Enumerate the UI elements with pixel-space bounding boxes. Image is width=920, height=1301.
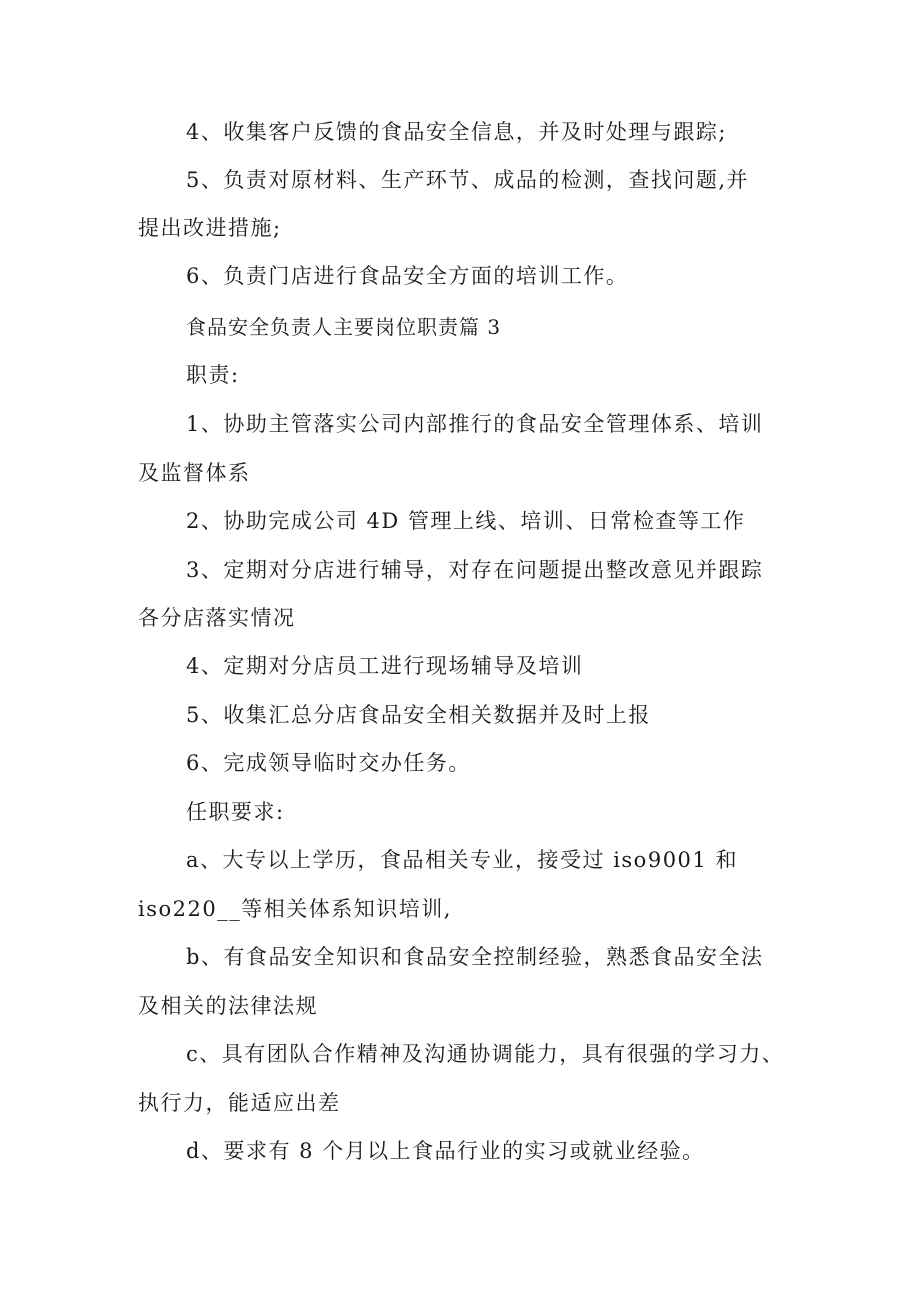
requirement-c: c、具有团队合作精神及沟通协调能力，具有很强的学习力、 [186, 1042, 785, 1066]
duty-item-4: 4、定期对分店员工进行现场辅导及培训 [186, 654, 584, 678]
requirement-b: b、有食品安全知识和食品安全控制经验，熟悉食品安全法 [186, 945, 764, 969]
requirement-a-continuation: iso220__等相关体系知识培训, [138, 897, 452, 921]
duty-item-6-training: 6、负责门店进行食品安全方面的培训工作。 [186, 264, 629, 288]
duty-item-3-continuation: 各分店落实情况 [138, 606, 296, 630]
duty-item-1-continuation: 及监督体系 [138, 461, 251, 485]
requirements-label: 任职要求: [186, 800, 285, 824]
duty-item-5-continuation: 提出改进措施; [138, 216, 282, 240]
duties-label: 职责: [186, 363, 240, 387]
duty-item-2: 2、协助完成公司 4D 管理上线、培训、日常检查等工作 [186, 509, 746, 533]
requirement-d: d、要求有 8 个月以上食品行业的实习或就业经验。 [186, 1139, 705, 1163]
duty-item-4-collect-feedback: 4、收集客户反馈的食品安全信息，并及时处理与跟踪; [186, 120, 727, 144]
requirement-a: a、大专以上学历，食品相关专业，接受过 iso9001 和 [186, 848, 738, 872]
duty-item-6: 6、完成领导临时交办任务。 [186, 751, 471, 775]
duty-item-3: 3、定期对分店进行辅导，对存在问题提出整改意见并跟踪 [186, 558, 764, 582]
duty-item-5-inspection: 5、负责对原材料、生产环节、成品的检测，查找问题,并 [186, 168, 750, 192]
requirement-c-continuation: 执行力，能适应出差 [138, 1091, 341, 1115]
section-heading: 食品安全负责人主要岗位职责篇 3 [186, 315, 502, 339]
requirement-b-continuation: 及相关的法律法规 [138, 994, 318, 1018]
duty-item-5: 5、收集汇总分店食品安全相关数据并及时上报 [186, 703, 651, 727]
duty-item-1: 1、协助主管落实公司内部推行的食品安全管理体系、培训 [186, 412, 764, 436]
